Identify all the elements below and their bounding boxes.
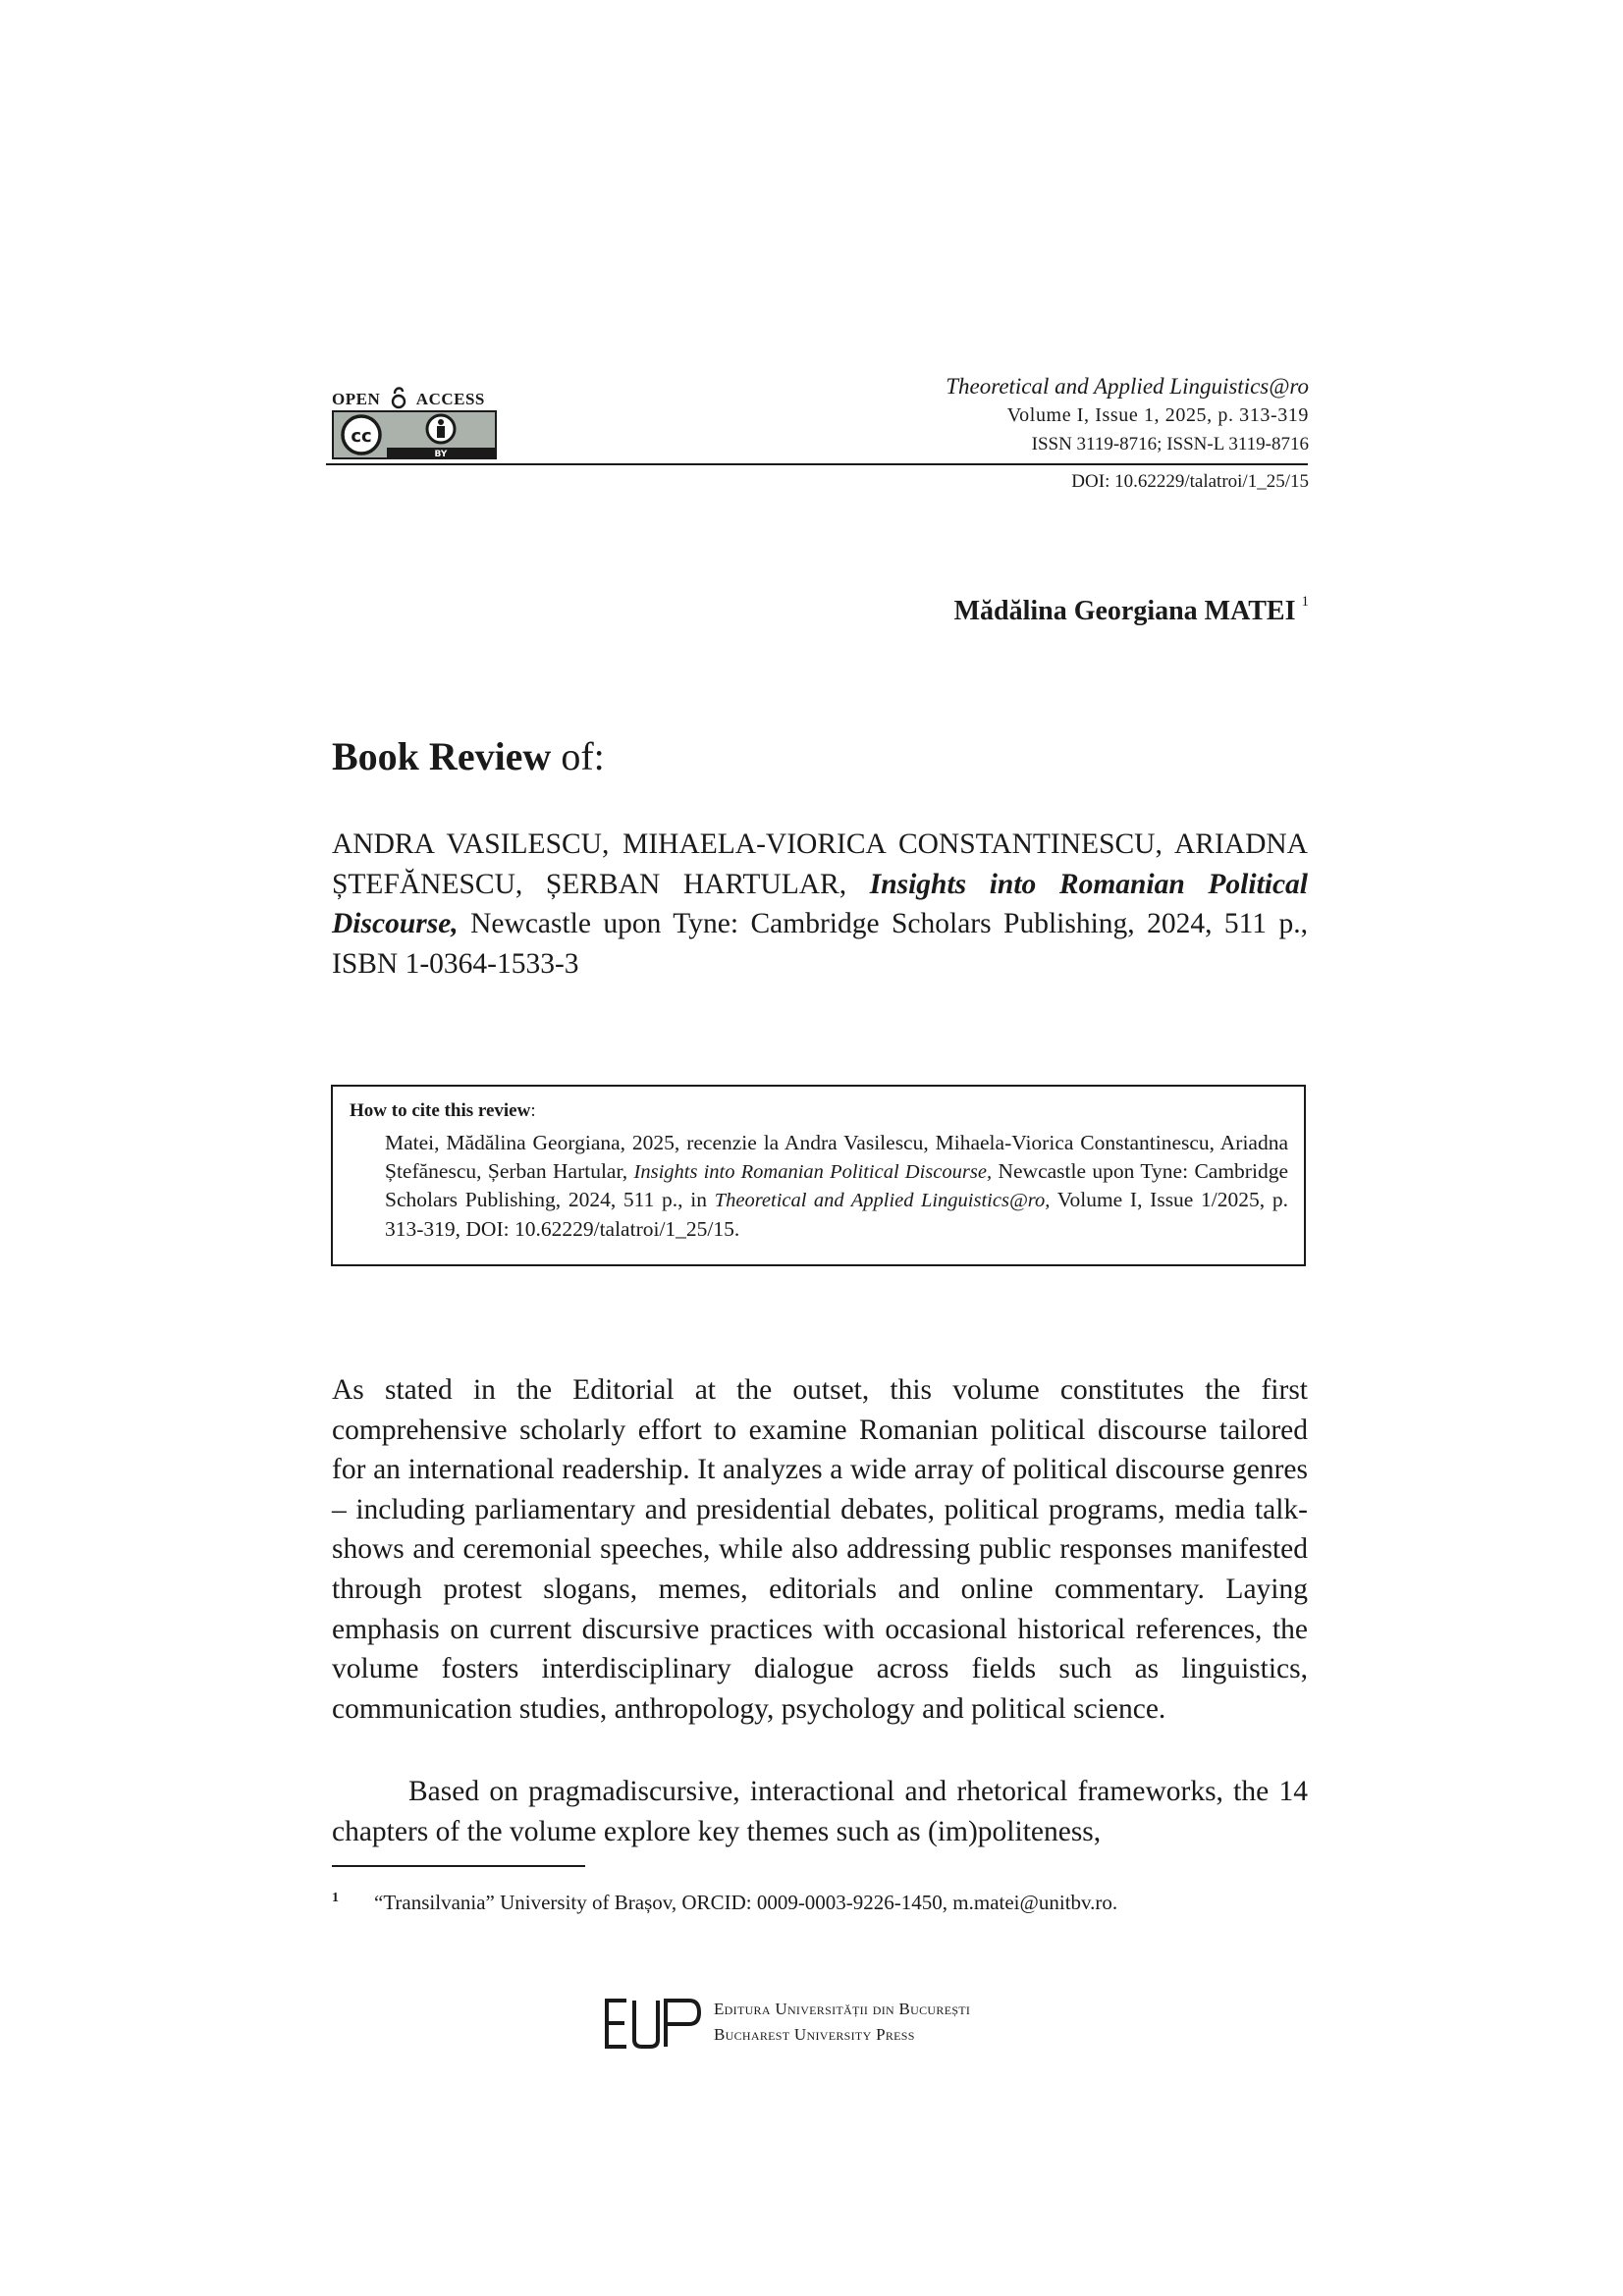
open-access-label-right: ACCESS (415, 390, 485, 408)
author-footnote-mark[interactable]: 1 (1301, 594, 1309, 610)
citation-text-3: Volume I, Issue 1/2025, p. 313-319, DOI: 10.62229/talatroi/1_25/15. (385, 1188, 1288, 1241)
footnote-number: 1 (332, 1891, 339, 1905)
citation-text-2: Newcastle upon Tyne: Cambridge Scholars Publishing, 2024, 511 p., in (385, 1158, 1288, 1211)
svg-text:cc: cc (351, 426, 372, 447)
eup-publisher-logo (601, 1997, 703, 2051)
citation-heading-colon: : (530, 1100, 536, 1121)
author-name (954, 596, 1309, 627)
body-paragraph-1: As stated in the Editorial at the outset, this volume constitutes the first comprehensive scholarly effort to examine Romanian political discourse tailored for an international readership. It analyzes a wide array of political discourse genres – including parliamentary and presidential debates, political programs, media talk-shows and ceremonial speeches, while also addressing public responses manifested through protest slogans, memes, editorials and online commentary. Laying emphasis on current discursive practices with occasional historical references, the volume fosters interdisciplinary dialogue across fields such as linguistics, communication studies, anthropology, psychology and political science. (332, 1374, 1308, 1725)
footnote-rule (332, 1865, 585, 1867)
publisher-name-en: Bucharest University Press (714, 2025, 915, 2044)
citation-heading (350, 1100, 536, 1122)
page-title-rest: of: (551, 734, 605, 778)
book-details: Newcastle upon Tyne: Cambridge Scholars Publishing, 2024, 511 p., ISBN 1-0364-1533-3 (332, 908, 1308, 980)
page-title-bold: Book Review (332, 734, 552, 778)
citation-book-title: Insights into Romanian Political Discourse, (633, 1160, 993, 1183)
book-reference (332, 825, 1308, 984)
footnote (332, 1891, 1117, 1915)
citation-text-1: Matei, Mădălina Georgiana, 2025, recenzie la Andra Vasilescu, Mihaela-Viorica Constantinescu, Ariadna Ștefănescu, Șerban Hartular, (385, 1131, 1288, 1183)
creative-commons-icon (343, 416, 380, 454)
license-badge-text: BY (434, 450, 448, 459)
citation-text (385, 1129, 1288, 1243)
journal-volume: Volume I, Issue 1, 2025, p. 313-319 (1006, 404, 1309, 426)
publisher-name-ro: Editura Universității din București (714, 2000, 971, 2018)
attribution-person-icon (427, 415, 455, 443)
footnote-text: “Transilvania” University of Brașov, ORCID: 0009-0003-9226-1450, m.matei@unitbv.ro. (374, 1891, 1118, 1914)
journal-issn: ISSN 3119-8716; ISSN-L 3119-8716 (1031, 434, 1309, 454)
author-name-text: Mădălina Georgiana MATEI (953, 596, 1296, 626)
body-paragraph-2: Based on pragmadiscursive, interactional and rhetorical frameworks, the 14 chapters of the volume explore key themes such as (im)politeness, (332, 1776, 1308, 1847)
page-title (332, 733, 605, 779)
book-authors: ANDRA VASILESCU, MIHAELA-VIORICA CONSTANTINESCU, ARIADNA ȘTEFĂNESCU, ȘERBAN HARTULAR, (332, 828, 1308, 900)
citation-journal: Theoretical and Applied Linguistics@ro, (714, 1190, 1051, 1211)
book-title: Insights into Romanian Political Discourse, (332, 868, 1309, 939)
open-lock-icon (391, 385, 406, 410)
cc-by-license-badge[interactable] (332, 410, 497, 459)
journal-doi[interactable]: DOI: 10.62229/talatroi/1_25/15 (1071, 471, 1309, 492)
journal-title: Theoretical and Applied Linguistics@ro (946, 374, 1309, 399)
header-rule (326, 463, 1308, 465)
open-access-label-left: OPEN (332, 390, 381, 408)
open-access-label (332, 385, 485, 410)
citation-heading-text: How to cite this review (350, 1100, 531, 1121)
